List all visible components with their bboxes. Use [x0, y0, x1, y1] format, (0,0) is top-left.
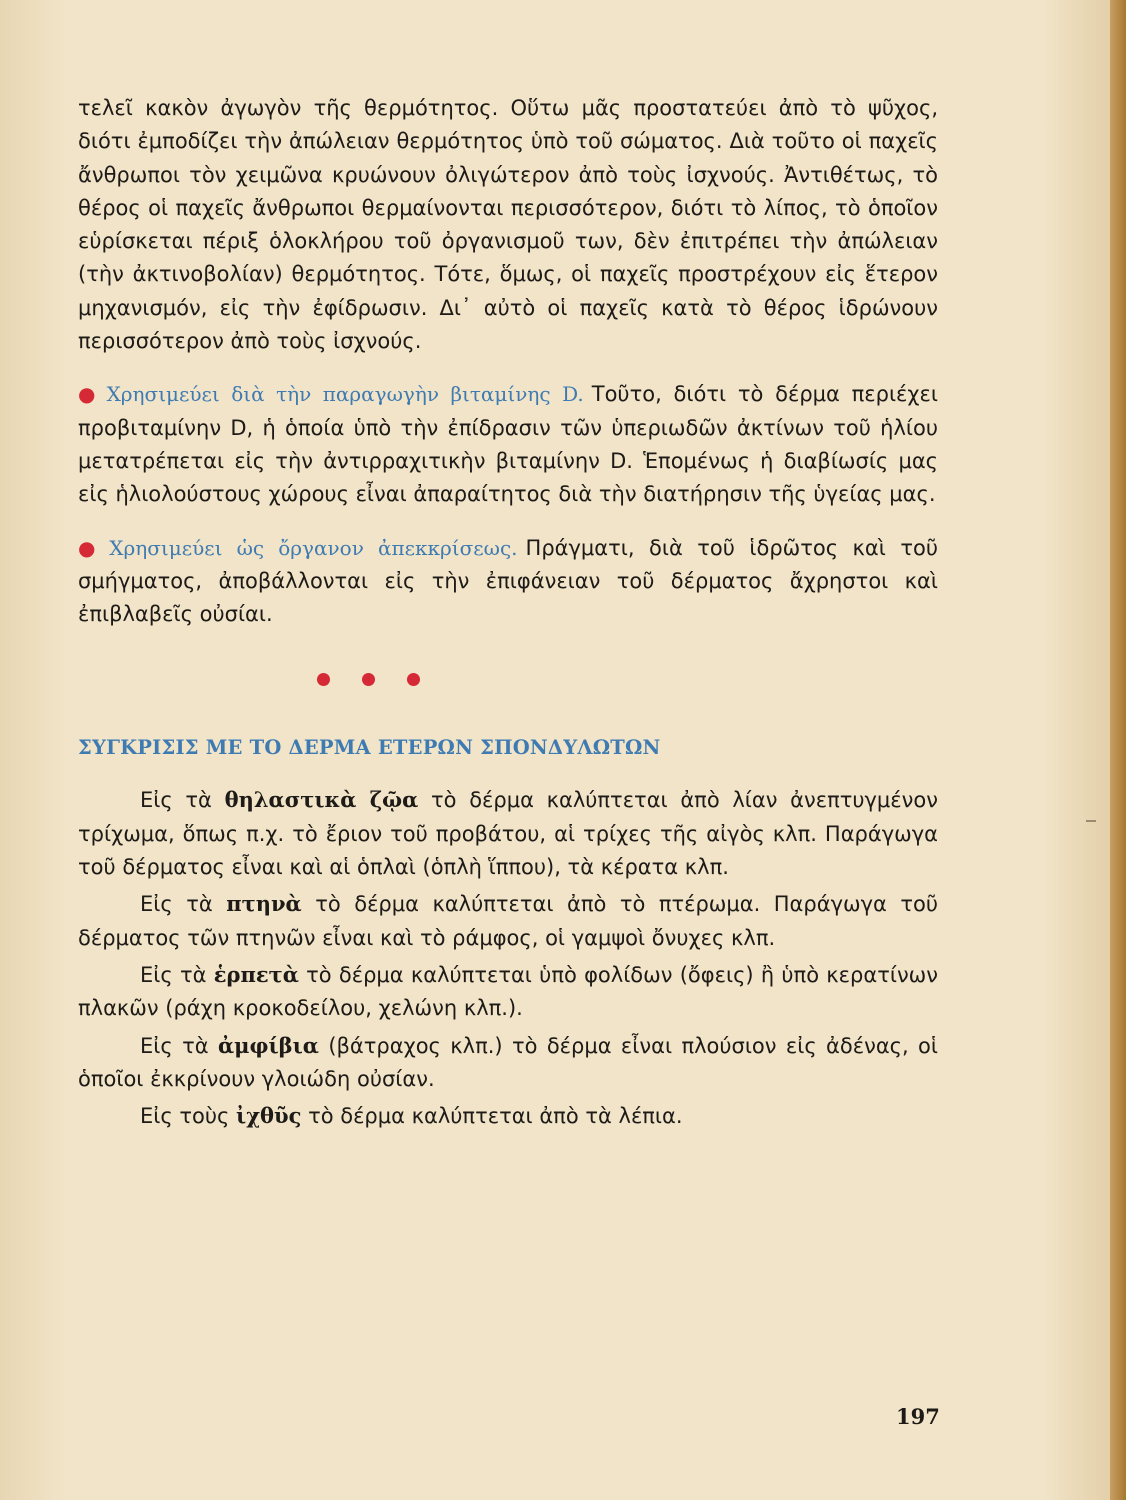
section-heading: ΣΥΓΚΡΙΣΙΣ ΜΕ ΤΟ ΔΕΡΜΑ ΕΤΕΡΩΝ ΣΠΟΝΔΥΛΩΤΩΝ [78, 736, 661, 760]
bullet-vitamin-d [78, 378, 938, 511]
comparison-paragraph: Εἰς τοὺς ἰχθῦς τὸ δέρμα καλύπτεται ἀπὸ τὰ λέπια. [140, 1103, 683, 1129]
comparison-paragraph: Εἰς τὰ ἑρπετὰ τὸ δέρμα καλύπτεται ὑπὸ φολίδων (ὄφεις) ἢ ὑπὸ κερατίνων πλακῶν (ράχη κροκοδείλου, χελώνη κλπ.). [78, 961, 938, 1021]
comparison-term: ἀμφίβια [217, 1032, 319, 1058]
margin-mark [1086, 820, 1096, 822]
comparison-term: πτηνὰ [226, 891, 302, 917]
comparison-term: ἰχθῦς [236, 1103, 302, 1129]
page-content [78, 92, 938, 1136]
bullet-text: Τοῦτο, διότι τὸ δέρμα περιέχει προβιταμίνην D, ἡ ὁποία ὑπὸ τὴν ἐπίδρασιν τῶν ὑπεριωδῶν ἀκτίνων τοῦ ἡλίου μετατρέπεται εἰς τὴν ἀντιρραχιτικὴν βιταμίνην D. Ἑπομένως ἡ διαβίωσίς μας εἰς ἡλιολούστους χώρους εἶναι ἀπαραίτητος διὰ τὴν διατήρησιν τῆς ὑγείας μας. [78, 382, 938, 507]
comparison-term: ἑρπετὰ [213, 961, 299, 987]
bullet-excretion [78, 532, 938, 632]
comparison-paragraph: Εἰς τὰ θηλαστικὰ ζῷα τὸ δέρμα καλύπτεται ἀπὸ λίαν ἀνεπτυγμένον τρίχωμα, ὅπως π.χ. τὸ ἔριον τοῦ προβάτου, αἱ τρίχες τῆς αἰγὸς κλπ. Παράγωγα τοῦ δέρματος εἶναι καὶ αἱ ὁπλαὶ (ὁπλὴ ἵππου), τὰ κέρατα κλπ. [78, 787, 938, 880]
bullet-text: Πράγματι, διὰ τοῦ ἱδρῶτος καὶ τοῦ σμήγματος, ἀποβάλλονται εἰς τὴν ἐπιφάνειαν τοῦ δέρματος ἄχρηστοι καὶ ἐπιβλαβεῖς οὐσίαι. [78, 535, 938, 627]
comparison-paragraph: Εἰς τὰ ἀμφίβια (βάτραχος κλπ.) τὸ δέρμα εἶναι πλούσιον εἰς ἀδένας, οἱ ὁποῖοι ἐκκρίνουν γλοιώδη οὐσίαν. [78, 1032, 938, 1091]
bullet-dot-icon: ● [78, 535, 104, 560]
comparison-paragraph: Εἰς τὰ πτηνὰ τὸ δέρμα καλύπτεται ἀπὸ τὸ πτέρωμα. Παράγωγα τοῦ δέρματος τῶν πτηνῶν εἶναι καὶ τὸ ράμφος, οἱ γαμψοὶ ὄνυχες κλπ. [78, 891, 938, 950]
book-edge [1110, 0, 1126, 1500]
bullet-lead: Χρησιμεύει διὰ τὴν παραγωγὴν βιταμίνης D. [106, 382, 584, 407]
separator-dot-icon [407, 673, 420, 686]
bullet-lead: Χρησιμεύει ὡς ὄργανον ἀπεκκρίσεως. [109, 535, 518, 560]
paragraph-thermal: τελεῖ κακὸν ἀγωγὸν τῆς θερμότητος. Οὕτω μᾶς προστατεύει ἀπὸ τὸ ψῦχος, διότι ἐμποδίζει τὴν ἀπώλειαν θερμότητος ὑπὸ τοῦ σώματος. Διὰ τοῦτο οἱ παχεῖς ἄνθρωποι τὸν χειμῶνα κρυώνουν ὀλιγώτερον ἀπὸ τοὺς ἰσχνούς. Ἀντιθέτως, τὸ θέρος οἱ παχεῖς ἄνθρωποι θερμαίνονται περισσότερον, διότι τὸ λίπος, τὸ ὁποῖον εὑρίσκεται πέριξ ὁλοκλήρου τοῦ ὀργανισμοῦ των, δὲν ἐπιτρέπει τὴν ἀπώλειαν (τὴν ἀκτινοβολίαν) θερμότητος. Τότε, ὅμως, οἱ παχεῖς προστρέχουν εἰς ἕτερον μηχανισμόν, εἰς τὴν ἐφίδρωσιν. Δι᾿ αὐτὸ οἱ παχεῖς κατὰ τὸ θέρος ἱδρώνουν περισσότερον ἀπὸ τοὺς ἰσχνούς. [78, 96, 938, 354]
comparison-term: θηλαστικὰ ζῷα [224, 787, 419, 813]
page-number: 197 [896, 1404, 940, 1429]
section-separator [78, 673, 938, 686]
separator-dot-icon [317, 673, 330, 686]
separator-dot-icon [362, 673, 375, 686]
bullet-dot-icon: ● [78, 382, 101, 407]
